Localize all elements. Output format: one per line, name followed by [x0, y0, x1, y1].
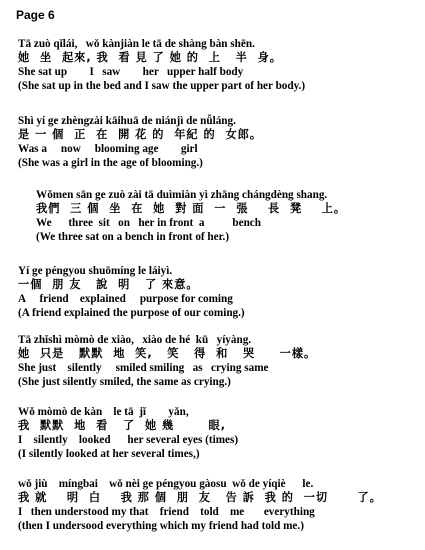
- pinyin-line: Shì yí ge zhèngzài kāihuā de niánjì de nǚláng.: [18, 115, 236, 127]
- sentence-block-7: [18, 477, 417, 533]
- gloss-line: Was a now blooming age girl: [18, 143, 198, 155]
- hanzi-line: 我 默默 地 看 了 她 幾 眼,: [18, 419, 226, 432]
- pinyin-line: Yí ge péngyou shuōmíng le láiyì.: [18, 265, 173, 277]
- translation-line: (She sat up in the bed and I saw the upper part of her body.): [18, 80, 306, 92]
- pinyin-line: Wǒmen sān ge zuò zài tā duìmiàn yì zhāng chángdèng shang.: [36, 189, 328, 201]
- hanzi-line: 我 就 明 白 我 那 個 朋 友 告 訴 我 的 一切 了。: [18, 491, 382, 504]
- gloss-line: She sat up I saw her upper half body: [18, 66, 244, 78]
- gloss-line: I then understood my that friend told me everything: [18, 506, 315, 518]
- page-number: Page 6: [16, 8, 55, 22]
- pinyin-line: Wǒ mòmò de kàn le tā jǐ yǎn,: [18, 406, 189, 418]
- hanzi-line: 她 只是 默默 地 笑, 笑 得 和 哭 一樣。: [18, 347, 317, 360]
- sentence-block-4: [18, 264, 417, 320]
- sentence-block-3: [36, 188, 417, 244]
- pinyin-line: wǒ jiù míngbai wǒ nèi ge péngyou gàosu wǒ de yíqiè le.: [18, 478, 314, 490]
- sentence-block-6: [18, 405, 417, 461]
- sentence-block-2: [18, 114, 417, 170]
- pinyin-line: Tā zuò qǐlái, wǒ kànjiàn le tā de shàng bàn shēn.: [18, 38, 255, 50]
- translation-line: (I silently looked at her several times,): [18, 448, 200, 460]
- gloss-line: I silently looked her several eyes (times): [18, 434, 239, 446]
- translation-line: (She was a girl in the age of blooming.): [18, 157, 203, 169]
- hanzi-line: 我們 三 個 坐 在 她 對 面 一 張 長 凳 上。: [36, 202, 347, 215]
- translation-line: (A friend explained the purpose of our coming.): [18, 307, 245, 319]
- gloss-line: We three sit on her in front a bench: [36, 217, 261, 229]
- hanzi-line: 她 坐 起來, 我 看 見 了 她 的 上 半 身。: [18, 51, 282, 64]
- translation-line: (then I undersood everything which my friend had told me.): [18, 520, 304, 532]
- hanzi-line: 是 一 個 正 在 開 花 的 年紀 的 女郎。: [18, 128, 263, 141]
- pinyin-line: Tā zhǐshì mòmò de xiào, xiào de hé kū yíyàng.: [18, 334, 252, 346]
- sentence-block-5: [18, 333, 417, 389]
- hanzi-line: 一個 朋 友 說 明 了 來意。: [18, 278, 199, 291]
- gloss-line: She just silently smiled smiling as crying same: [18, 362, 269, 374]
- sentence-block-1: [18, 37, 417, 93]
- gloss-line: A friend explained purpose for coming: [18, 293, 233, 305]
- translation-line: (We three sat on a bench in front of her.): [36, 231, 230, 243]
- translation-line: (She just silently smiled, the same as crying.): [18, 376, 231, 388]
